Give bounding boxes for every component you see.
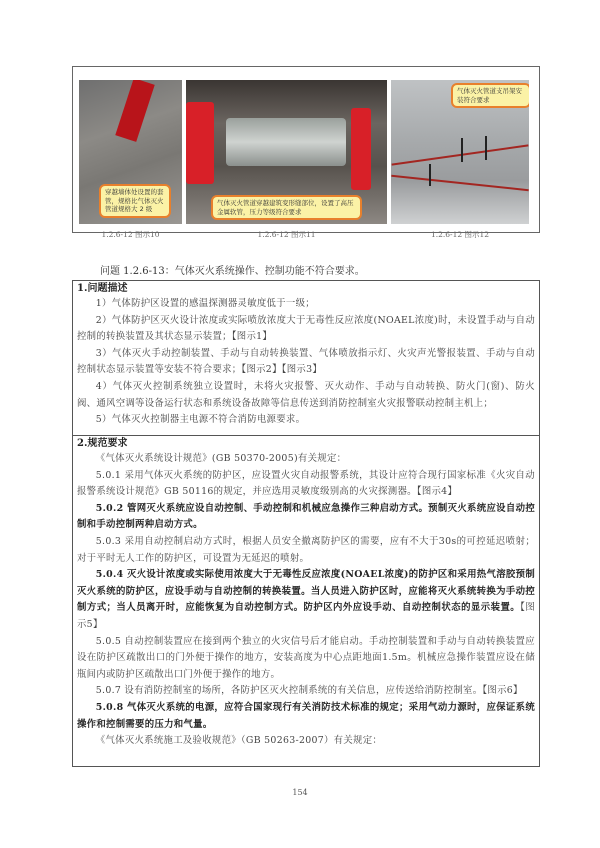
problem-title: 问题 1.2.6-13：气体灭火系统操作、控制功能不符合要求。 — [100, 266, 365, 277]
callout-figure-11: 气体灭火管道穿越建筑变形缝部位，设置了高压金属软管，压力等级符合要求 — [211, 195, 362, 220]
problem-item: 1）气体防护区设置的感温探测器灵敏度低于一级； — [95, 298, 315, 309]
problem-table — [72, 280, 540, 767]
figure-ref: 【图示5】 — [77, 602, 536, 630]
page-number: 154 — [292, 788, 308, 797]
photo-wall-sleeve — [79, 80, 182, 224]
clause-5-0-2 — [73, 501, 539, 534]
clause-5-0-4 — [73, 567, 539, 633]
right-flange-shape — [351, 108, 371, 190]
figure-ref: 【图示4】 — [416, 486, 458, 498]
clause-text: 5.0.4 灭火设计浓度或实际使用浓度大于无毒性反应浓度(NOAEL浓度)的防护区和采用热气溶胶预制灭火系统的防护区，应设手动与自动控制的转换装置。当人员进入防护区时，应能将灭火系统转换为手动控制方式；当人员离开时，应能恢复为自动控制方式。防护区内外应设手动、自动控制状态的显示装置。 — [77, 569, 535, 614]
clause-5-0-3 — [73, 534, 539, 567]
caption-figure-11: 1.2.6-12 图示11 — [257, 230, 316, 239]
clause-text: 5.0.8 气体灭火系统的电源，应符合国家现行有关消防技术标准的规定；采用气动力源时，应保证系统操作和控制需要的压力和气量。 — [77, 701, 535, 730]
problem-item: 3）气体灭火手动控制装置、手动与自动转换装置、气体喷放指示灯、火灾声光警报装置、手动与自动控制状态显示装置等安装不符合要求；【图示2】【图示3】 — [77, 347, 535, 376]
clause-5-0-8 — [73, 700, 539, 733]
figure-strip — [72, 66, 540, 239]
metal-hose-shape — [226, 118, 346, 166]
clause-5-0-7 — [73, 683, 539, 700]
clause-5-0-5 — [73, 634, 539, 684]
photo-flexible-hose — [186, 80, 387, 224]
callout-figure-10: 穿越墙体处设置的套管，规格比气体灭火管道规格大 2 级 — [99, 184, 171, 218]
problem-item: 2）气体防护区灭火设计浓度或实际喷放浓度大于无毒性反应浓度(NOAEL浓度)时，未设置手动与自动控制的转换装置及其状态显示装置；【图示1】 — [77, 314, 535, 343]
hanger-shape — [461, 138, 463, 162]
standard-reference: 《气体灭火系统施工及验收规范》（GB 50263-2007）有关规定： — [95, 735, 383, 747]
clause-text: 5.0.1 采用气体灭火系统的防护区，应设置火灾自动报警系统，其设计应符合现行国家标准《火灾自动报警系统设计规范》GB 50116的规定，并应选用灵敏度级别高的火灾探测器。 — [77, 469, 535, 498]
left-flange-shape — [186, 102, 214, 184]
clause-5-0-1 — [73, 468, 539, 501]
hanger-shape — [429, 164, 431, 186]
red-pipe-shape — [115, 80, 154, 142]
callout-figure-12: 气体灭火管道支吊架安装符合要求 — [451, 83, 529, 108]
clause-text: 5.0.2 管网灭火系统应设自动控制、手动控制和机械应急操作三种启动方式。预制灭火系统应设自动控制和手动控制两种启动方式。 — [77, 502, 535, 531]
problem-item: 4）气体灭火控制系统独立设置时，未将火灾报警、灭火动作、手动与自动转换、防火门(窗)、防火阀、通风空调等设备运行状态和系统设备故障等信息传送到消防控制室火灾报警联动控制主机上； — [77, 380, 535, 409]
caption-figure-10: 1.2.6-12 图示10 — [101, 230, 160, 239]
section-heading: 2.规范要求 — [77, 438, 128, 449]
clause-text: 5.0.7 设有消防控制室的场所，各防护区灭火控制系统的有关信息，应传送给消防控制室。 — [95, 685, 483, 697]
photo-pipe-hangers — [391, 80, 529, 224]
clause-text: 5.0.3 采用自动控制启动方式时，根据人员安全撤离防护区的需要，应有不大于30s的可控延迟喷射；对于平时无人工作的防护区，可设置为无延迟的喷射。 — [77, 535, 535, 564]
caption-figure-12: 1.2.6-12 图示12 — [430, 230, 490, 239]
section-code-requirements — [73, 436, 539, 750]
clause-text: 5.0.5 自动控制装置应在接到两个独立的火灾信号后才能启动。手动控制装置和手动与自动转换装置应设在防护区疏散出口的门外便于操作的地方，安装高度为中心点距地面1.5m。机械应急操作装置应设在储瓶间内或防护区疏散出口门外便于操作的地方。 — [77, 635, 535, 680]
red-pipe-line — [392, 144, 529, 165]
figure-ref: 【图示6】 — [482, 685, 523, 697]
standard-reference: 《气体灭火系统设计规范》(GB 50370-2005)有关规定： — [95, 453, 347, 464]
problem-item: 5）气体灭火控制器主电源不符合消防电源要求。 — [95, 414, 306, 426]
section-problem-description — [73, 281, 539, 436]
section-heading: 1.问题描述 — [77, 283, 128, 294]
hanger-shape — [485, 136, 487, 160]
red-pipe-line — [391, 175, 528, 191]
